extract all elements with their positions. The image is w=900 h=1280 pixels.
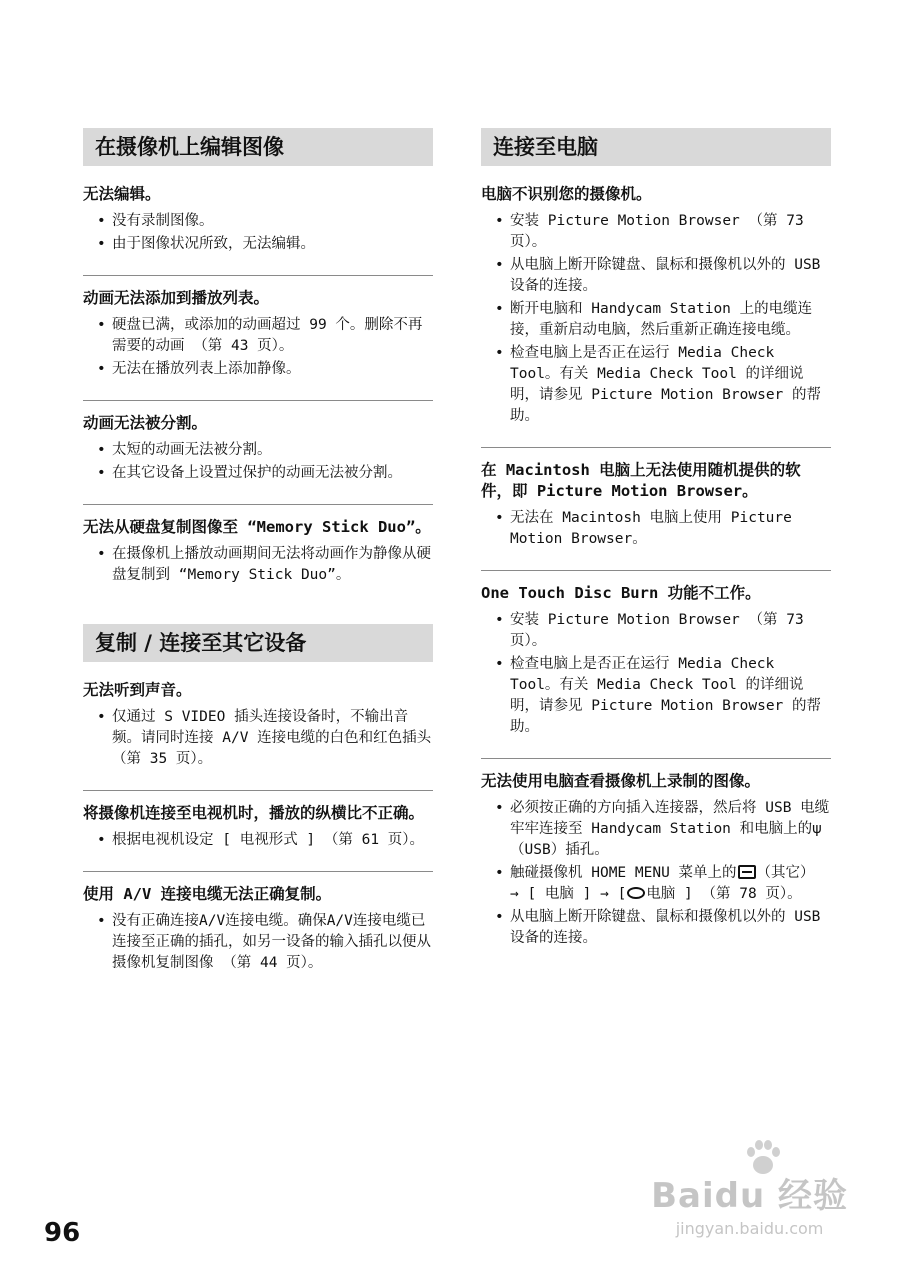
faq-heading: 在 Macintosh 电脑上无法使用随机提供的软件，即 Picture Motion Browser。 — [481, 461, 801, 500]
bullet-item: • 从电脑上断开除键盘、鼠标和摄像机以外的 USB 设备的连接。 — [481, 255, 831, 297]
bullet-list — [83, 830, 433, 851]
watermark-url: jingyan.baidu.com — [675, 1219, 824, 1238]
bullet-item: • 根据电视机设定 [ 电视形式 ] （第 61 页）。 — [83, 830, 433, 851]
bullet-list — [83, 211, 433, 255]
bullet-text: （USB）插孔。 — [510, 842, 609, 858]
faq-heading: 使用 A/V 连接电缆无法正确复制。 — [83, 885, 332, 903]
baidu-watermark — [651, 1168, 848, 1238]
bullet-text: （其它） → [ 电脑 ] → [ — [510, 865, 815, 902]
bullet-list — [481, 798, 831, 949]
faq-heading: 无法使用电脑查看摄像机上录制的图像。 — [481, 772, 761, 790]
faq-entry — [83, 400, 433, 504]
paw-icon — [743, 1140, 783, 1176]
bullet-list — [83, 707, 433, 770]
faq-entry — [83, 275, 433, 400]
computer-disc-icon — [627, 887, 645, 899]
faq-entry — [83, 680, 433, 790]
faq-entry — [83, 504, 433, 606]
bullet-item: • 硬盘已满，或添加的动画超过 99 个。删除不再需要的动画 （第 43 页）。 — [83, 315, 433, 357]
faq-heading: 动画无法添加到播放列表。 — [83, 289, 270, 307]
left-column — [83, 128, 433, 994]
faq-heading: 无法从硬盘复制图像至 “Memory Stick Duo”。 — [83, 518, 431, 536]
bullet-text: 触碰摄像机 HOME MENU 菜单上的 — [510, 865, 737, 881]
bullet-item: • 由于图像状况所致，无法编辑。 — [83, 234, 433, 255]
bullet-item: • 在其它设备上设置过保护的动画无法被分割。 — [83, 463, 433, 484]
bullet-item: • 无法在 Macintosh 电脑上使用 Picture Motion Browser。 — [481, 508, 831, 550]
faq-heading: 电脑不识别您的摄像机。 — [481, 185, 652, 203]
bullet-item: • 安装 Picture Motion Browser （第 73 页）。 — [481, 610, 831, 652]
faq-entry — [481, 570, 831, 758]
faq-heading: 无法听到声音。 — [83, 681, 192, 699]
faq-heading: 将摄像机连接至电视机时，播放的纵横比不正确。 — [83, 804, 425, 822]
faq-heading: One Touch Disc Burn 功能不工作。 — [481, 584, 761, 602]
bullet-list — [481, 610, 831, 738]
watermark-text: Baidu 经验 — [651, 1176, 848, 1216]
bullet-list — [83, 315, 433, 380]
section-title-copy-connect: 复制 / 连接至其它设备 — [83, 624, 433, 662]
bullet-list — [481, 211, 831, 427]
bullet-item: • 安装 Picture Motion Browser （第 73 页）。 — [481, 211, 831, 253]
faq-heading: 动画无法被分割。 — [83, 414, 208, 432]
faq-entry — [481, 758, 831, 969]
bullet-text: 电脑 ] （第 78 页）。 — [646, 886, 802, 902]
faq-entry — [481, 184, 831, 447]
faq-heading: 无法编辑。 — [83, 185, 161, 203]
bullet-list — [83, 544, 433, 586]
other-menu-icon — [738, 865, 756, 879]
bullet-list — [83, 911, 433, 974]
page-number: 96 — [44, 1218, 81, 1248]
section-title-computer: 连接至电脑 — [481, 128, 831, 166]
faq-entry — [83, 790, 433, 871]
bullet-item: • 没有正确连接A/V连接电缆。确保A/V连接电缆已连接至正确的插孔，如另一设备的输入插孔以便从摄像机复制图像 （第 44 页）。 — [83, 911, 433, 974]
bullet-text: 必须按正确的方向插入连接器，然后将 USB 电缆牢牢连接至 Handycam Station 和电脑上的 — [510, 800, 830, 837]
bullet-item — [481, 798, 831, 861]
bullet-item: • 仅通过 S VIDEO 插头连接设备时，不输出音频。请同时连接 A/V 连接电缆的白色和红色插头 （第 35 页）。 — [83, 707, 433, 770]
bullet-item: • 检查电脑上是否正在运行 Media Check Tool。有关 Media Check Tool 的详细说明，请参见 Picture Motion Browser 的帮助。 — [481, 654, 831, 738]
bullet-item: • 没有录制图像。 — [83, 211, 433, 232]
bullet-item: • 太短的动画无法被分割。 — [83, 440, 433, 461]
bullet-item: • 从电脑上断开除键盘、鼠标和摄像机以外的 USB 设备的连接。 — [481, 907, 831, 949]
bullet-item: • 在摄像机上播放动画期间无法将动画作为静像从硬盘复制到 “Memory Stick Duo”。 — [83, 544, 433, 586]
faq-entry — [83, 184, 433, 275]
bullet-list — [481, 508, 831, 550]
bullet-item: • 无法在播放列表上添加静像。 — [83, 359, 433, 380]
bullet-item: • 断开电脑和 Handycam Station 上的电缆连接，重新启动电脑，然后重新正确连接电缆。 — [481, 299, 831, 341]
faq-entry — [481, 447, 831, 570]
bullet-item: • 检查电脑上是否正在运行 Media Check Tool。有关 Media Check Tool 的详细说明，请参见 Picture Motion Browser 的帮助。 — [481, 343, 831, 427]
section-title-edit: 在摄像机上编辑图像 — [83, 128, 433, 166]
usb-icon: ψ — [812, 821, 822, 837]
bullet-list — [83, 440, 433, 484]
faq-entry — [83, 871, 433, 994]
bullet-item — [481, 863, 831, 905]
right-column — [481, 128, 831, 969]
